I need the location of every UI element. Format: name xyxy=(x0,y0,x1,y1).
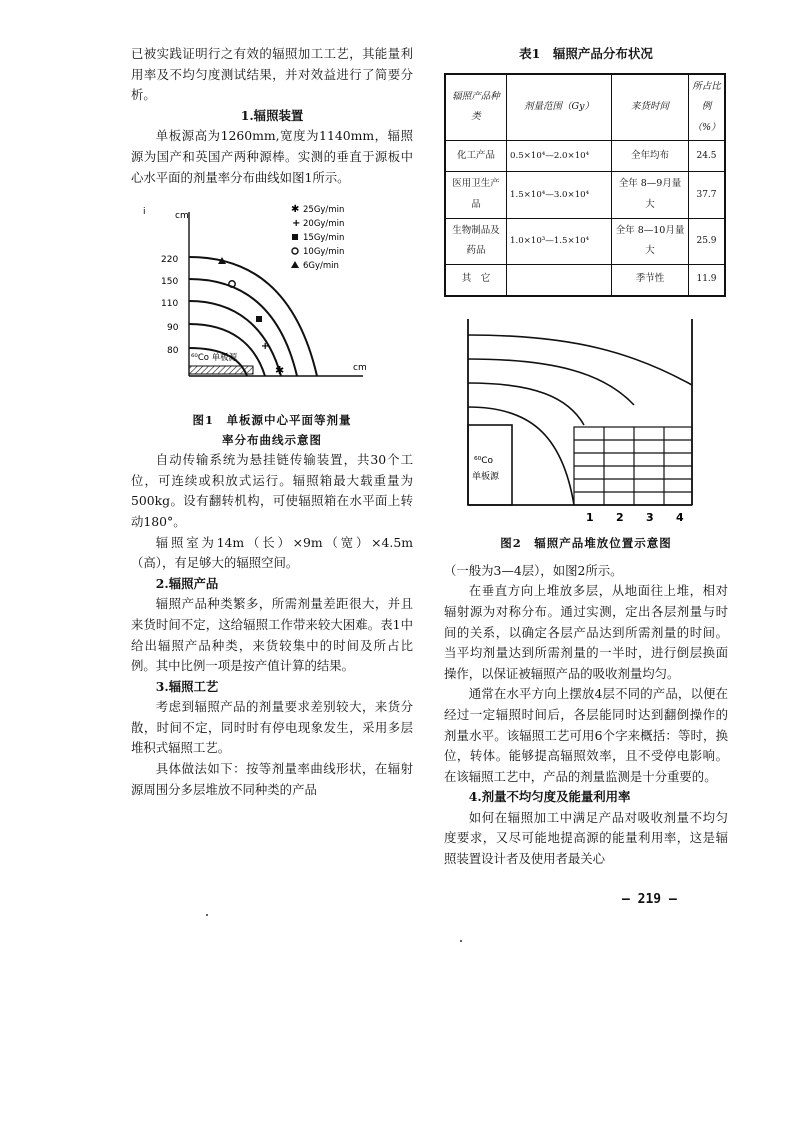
paragraph-layers: （一般为3—4层），如图2所示。 xyxy=(444,562,623,578)
figure-2-caption: 图2 辐照产品堆放位置示意图 xyxy=(500,535,672,550)
table-1-product-distribution xyxy=(444,73,726,297)
fig1-legend-symbol-circle xyxy=(292,248,298,254)
table-cell: 全年 8—9月量大 xyxy=(612,172,689,218)
table-cell: 季节性 xyxy=(612,264,689,296)
table-cell: 0.5×10⁴—2.0×10⁴ xyxy=(507,141,612,172)
section-heading-3: 3.辐照工艺 xyxy=(155,678,219,694)
table-header-category: 辐照产品种类 xyxy=(445,74,507,141)
paragraph-intro: 已被实践证明行之有效的辐照加工工艺，其能量利用率及不均匀度测试结果，并对效益进行了简要分析。 xyxy=(131,46,413,103)
figure-1-caption-line2: 率分布曲线示意图 xyxy=(222,433,322,448)
table-row xyxy=(445,172,725,218)
fig1-ytick-150: 150 xyxy=(161,277,179,288)
fig1-ytick-80: 80 xyxy=(167,346,179,357)
fig2-layer-4: 4 xyxy=(676,510,684,524)
table-cell: 1.0×10³—1.5×10⁴ xyxy=(507,218,612,264)
fig1-x-unit: cm xyxy=(353,363,367,374)
section-heading-1: 1.辐照装置 xyxy=(240,107,304,123)
paragraph-uniformity: 如何在辐照加工中满足产品对吸收剂量不均匀度要求，又尽可能地提高源的能量利用率，这是辐照装置设计者及使用者最关心 xyxy=(444,809,728,867)
fig1-corner-mark: i xyxy=(143,207,146,218)
paragraph-horizontal: 通常在水平方向上摆放4层不同的产品，以便在经过一定辐照时间后，各层能同时达到翻倒操作的剂量水平。该辐照工艺可用6个字来概括：等时，换位，转体。能够提高辐照效率，且不受停电影响。在该辐照工艺中，产品的剂量监测是十分重要的。 xyxy=(444,686,728,784)
table-cell: 化工产品 xyxy=(445,141,507,172)
fig1-legend-6: 6Gy/min xyxy=(303,261,339,272)
fig2-product-grid xyxy=(574,427,692,505)
fig2-arc-3 xyxy=(468,383,584,425)
paragraph-products: 辐照产品种类繁多，所需剂量差距很大，并且来货时间不定，这给辐照工作带来较大困难。表1中给出辐照产品种类，来货较集中的时间及所占比例。其中比例一项是按产值计算的结果。 xyxy=(131,596,413,674)
table-cell: 24.5 xyxy=(689,141,726,172)
table-header-proportion: 所占比例（%） xyxy=(689,74,726,141)
table-row xyxy=(445,218,725,264)
fig2-arc-2 xyxy=(468,359,634,405)
table-cell: 其 它 xyxy=(445,264,507,296)
fig2-layer-2: 2 xyxy=(616,510,624,524)
fig1-marker-square xyxy=(256,316,262,322)
paragraph-method: 具体做法如下：按等剂量率曲线形状，在辐射源周围分多层堆放不同种类的产品 xyxy=(131,761,413,797)
table-row xyxy=(445,141,725,172)
table-row xyxy=(445,264,725,296)
scan-speck xyxy=(460,940,462,942)
fig1-marker-plus: + xyxy=(261,341,270,353)
table-cell: 生物制品及药品 xyxy=(445,218,507,264)
fig1-source-label: ⁶⁰Co 单板源 xyxy=(191,353,238,364)
table-cell: 医用卫生产品 xyxy=(445,172,507,218)
fig2-source-label-2: 单板源 xyxy=(472,471,500,482)
page-number: — 219 — xyxy=(622,892,677,907)
figure-1-isodose-curves xyxy=(131,200,413,410)
left-column xyxy=(131,44,413,800)
fig1-legend-symbol-plus: + xyxy=(292,218,301,230)
paragraph-room: 辐照室为14m（长）×9m（宽）×4.5m（高），有足够大的辐照空间。 xyxy=(131,534,413,571)
section-heading-2: 2.辐照产品 xyxy=(155,575,219,591)
scan-speck xyxy=(206,914,208,916)
table-cell: 11.9 xyxy=(689,264,726,296)
fig1-legend-20: 20Gy/min xyxy=(303,219,345,230)
table-cell: 37.7 xyxy=(689,172,726,218)
fig1-ytick-90: 90 xyxy=(167,323,179,334)
table-header-arrival-time: 来货时间 xyxy=(612,74,689,141)
table-header-dose-range: 剂量范围（Gy） xyxy=(507,74,612,141)
table-cell: 25.9 xyxy=(689,218,726,264)
figure-1-caption-line1: 图1 单板源中心平面等剂量 xyxy=(192,413,352,428)
table-1-title: 表1 辐照产品分布状况 xyxy=(519,46,653,61)
fig1-source-plate xyxy=(189,366,253,374)
fig1-legend-25: 25Gy/min xyxy=(303,205,345,216)
paragraph-transport: 自动传输系统为悬挂链传输装置，共30个工位，可连续或积放式运行。辐照箱最大载重量为500kg。设有翻转机构，可使辐照箱在水平面上转动180°。 xyxy=(131,452,413,529)
section-heading-4: 4.剂量不均匀度及能量利用率 xyxy=(468,789,631,805)
paragraph-device: 单板源高为1260mm,宽度为1140mm，辐照源为国产和英国产两种源棒。实测的垂直于源板中心水平面的剂量率分布曲线如图1所示。 xyxy=(131,128,413,185)
table-cell xyxy=(507,264,612,296)
fig1-marker-star: ✱ xyxy=(275,364,285,378)
fig1-y-unit: cm xyxy=(175,211,189,222)
paragraph-vertical: 在垂直方向上堆放多层，从地面往上堆，相对辐射源为对称分布。通过实测，定出各层剂量与时间的关系，以确定各层产品达到所需剂量的时间。当平均剂量达到所需剂量的一半时，进行倒层换面操作，以保证被辐照产品的吸收剂量均匀。 xyxy=(444,583,728,681)
fig1-legend-15: 15Gy/min xyxy=(303,233,345,244)
table-cell: 1.5×10⁴—3.0×10⁴ xyxy=(507,172,612,218)
fig2-source-label-1: ⁶⁰Co xyxy=(474,455,494,466)
table-cell: 全年 8—10月量大 xyxy=(612,218,689,264)
fig1-legend-10: 10Gy/min xyxy=(303,247,345,258)
fig1-legend-symbol-square xyxy=(292,234,298,240)
fig2-layer-3: 3 xyxy=(646,510,654,524)
table-cell: 全年均布 xyxy=(612,141,689,172)
fig1-ytick-110: 110 xyxy=(161,299,179,310)
fig1-legend-symbol-star: ✱ xyxy=(291,204,300,216)
right-column xyxy=(444,44,728,870)
fig1-legend-symbol-triangle xyxy=(291,261,299,268)
figure-2-stacking-diagram xyxy=(444,313,728,533)
fig1-ytick-220: 220 xyxy=(161,255,179,266)
paragraph-process: 考虑到辐照产品的剂量要求差别较大，来货分散，时间不定，同时时有停电现象发生，采用多层堆积式辐照工艺。 xyxy=(131,699,413,756)
fig2-layer-1: 1 xyxy=(586,510,594,524)
